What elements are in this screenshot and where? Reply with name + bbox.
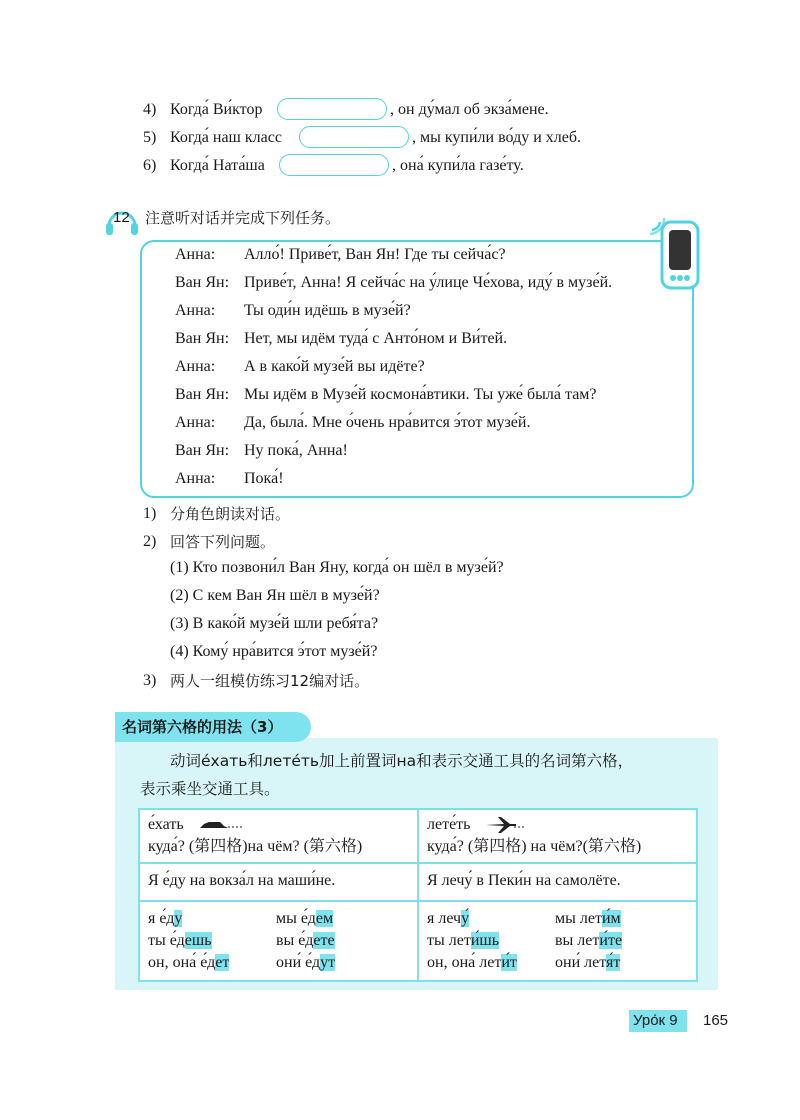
table-row	[139, 901, 697, 981]
verb-ending: и́м	[601, 910, 621, 927]
question: (2) С кем Ван Ян шёл в музе́й?	[170, 587, 380, 604]
speaker: Анна:	[175, 470, 216, 487]
phone-icon	[646, 208, 702, 290]
speaker: Ван Ян:	[175, 386, 230, 403]
table-cell	[418, 809, 697, 863]
task-text: 分角色朗读对话。	[170, 505, 291, 523]
grammar-description: 动词éхать和летéть加上前置词на和表示交通工具的名词第六格，	[170, 752, 634, 770]
verb-ending: ут	[320, 954, 336, 971]
speaker: Анна:	[175, 302, 216, 319]
grammar-title: 名词第六格的用法（3）	[122, 718, 283, 736]
verb-ending: ешь	[184, 932, 212, 949]
sentence-start: Когда́ Ната́ша	[170, 157, 265, 174]
conjugation-table	[138, 808, 698, 982]
airplane-icon	[484, 815, 526, 835]
sentence-end: , она́ купи́ла газе́ту.	[392, 157, 524, 174]
item-number: 4)	[143, 101, 157, 118]
answer-blank[interactable]	[299, 126, 409, 148]
utterance: А в како́й музе́й вы идёте?	[244, 358, 425, 375]
utterance: Нет, мы идём туда́ с Анто́ном и Ви́тей.	[244, 330, 508, 347]
task-number: 3)	[143, 672, 157, 689]
example-sentence: Я е́ду на вокза́л на маши́не.	[148, 872, 336, 889]
answer-blank[interactable]	[279, 154, 389, 176]
utterance: Да, была́. Мне о́чень нра́вится э́тот музе́й.	[244, 414, 531, 431]
utterance: Мы идём в Музе́й космона́втики. Ты уже́ была́ там?	[244, 386, 597, 403]
verb-ending: и́те	[599, 932, 623, 949]
verb-form: ты лети́шь	[427, 932, 500, 949]
verb-infinitive: лете́ть	[427, 816, 471, 833]
task-text: 回答下列问题。	[170, 533, 276, 551]
verb-form: вы е́дете	[276, 932, 335, 949]
utterance: Алло́! Приве́т, Ван Ян! Где ты сейча́с?	[244, 246, 506, 263]
speaker: Ван Ян:	[175, 274, 230, 291]
speaker: Анна:	[175, 246, 216, 263]
item-number: 6)	[143, 157, 157, 174]
task-text: 两人一组模仿练习12编对话。	[170, 672, 370, 690]
verb-form: ты е́дешь	[148, 932, 212, 949]
table-row	[139, 863, 697, 901]
page-number: 165	[703, 1012, 729, 1029]
utterance: Ты оди́н идёшь в музе́й?	[244, 302, 411, 319]
verb-ending: у	[174, 910, 183, 927]
verb-ending: ем	[315, 910, 334, 927]
verb-ending: ет	[215, 954, 230, 971]
car-icon	[198, 818, 244, 832]
question: (3) В како́й музе́й шли ребя́та?	[170, 615, 379, 632]
verb-form: они́ летя́т	[555, 954, 621, 971]
table-cell	[418, 901, 697, 981]
grammar-description: 表示乘坐交通工具。	[140, 780, 280, 798]
sentence-start: Когда́ наш класс	[170, 129, 282, 146]
example-sentence: Я лечу́ в Пеки́н на самолёте.	[427, 872, 621, 889]
utterance: Приве́т, Анна! Я сейча́с на у́лице Че́хова, иду́ в музе́й.	[244, 274, 613, 291]
table-cell	[139, 901, 418, 981]
verb-form: я е́ду	[148, 910, 183, 927]
question: (4) Кому́ нра́вится э́тот музе́й?	[170, 643, 378, 660]
verb-form: мы лети́м	[555, 910, 621, 927]
verb-form: они́ е́дут	[276, 954, 336, 971]
table-cell	[139, 863, 418, 901]
item-number: 5)	[143, 129, 157, 146]
speaker: Анна:	[175, 358, 216, 375]
verb-form: он, она́ е́дет	[148, 954, 230, 971]
verb-ending: у́	[461, 910, 470, 927]
sentence-end: , мы купи́ли во́ду и хлеб.	[412, 129, 582, 146]
verb-ending: ете	[313, 932, 335, 949]
verb-form: вы лети́те	[555, 932, 623, 949]
case-pattern: куда́? (第四格)на чём? (第六格)	[148, 838, 363, 855]
utterance: Ну пока́, Анна!	[244, 442, 348, 459]
verb-ending: и́т	[501, 954, 517, 971]
table-cell	[418, 863, 697, 901]
sentence-end: , он ду́мал об экза́мене.	[390, 101, 549, 118]
answer-blank[interactable]	[277, 98, 387, 120]
verb-form: я лечу́	[427, 910, 470, 927]
table-row	[139, 809, 697, 863]
table-cell	[139, 809, 418, 863]
speaker: Ван Ян:	[175, 330, 230, 347]
task-number: 1)	[143, 505, 157, 522]
verb-infinitive: е́хать	[148, 816, 184, 833]
speaker: Ван Ян:	[175, 442, 230, 459]
case-pattern: куда́? (第四格) на чём?(第六格)	[427, 838, 642, 855]
utterance: Пока́!	[244, 470, 284, 487]
task-number: 12	[113, 209, 130, 226]
lesson-label: Уро́к 9	[633, 1012, 678, 1029]
task-number: 2)	[143, 533, 157, 550]
verb-ending: я́т	[606, 954, 621, 971]
question: (1) Кто позвони́л Ван Яну, когда́ он шёл в музе́й?	[170, 559, 504, 576]
task-instruction: 注意听对话并完成下列任务。	[145, 209, 341, 227]
speaker: Анна:	[175, 414, 216, 431]
verb-form: он, она́ лети́т	[427, 954, 517, 971]
verb-form: мы е́дем	[276, 910, 334, 927]
sentence-start: Когда́ Ви́ктор	[170, 101, 263, 118]
verb-ending: и́шь	[470, 932, 500, 949]
